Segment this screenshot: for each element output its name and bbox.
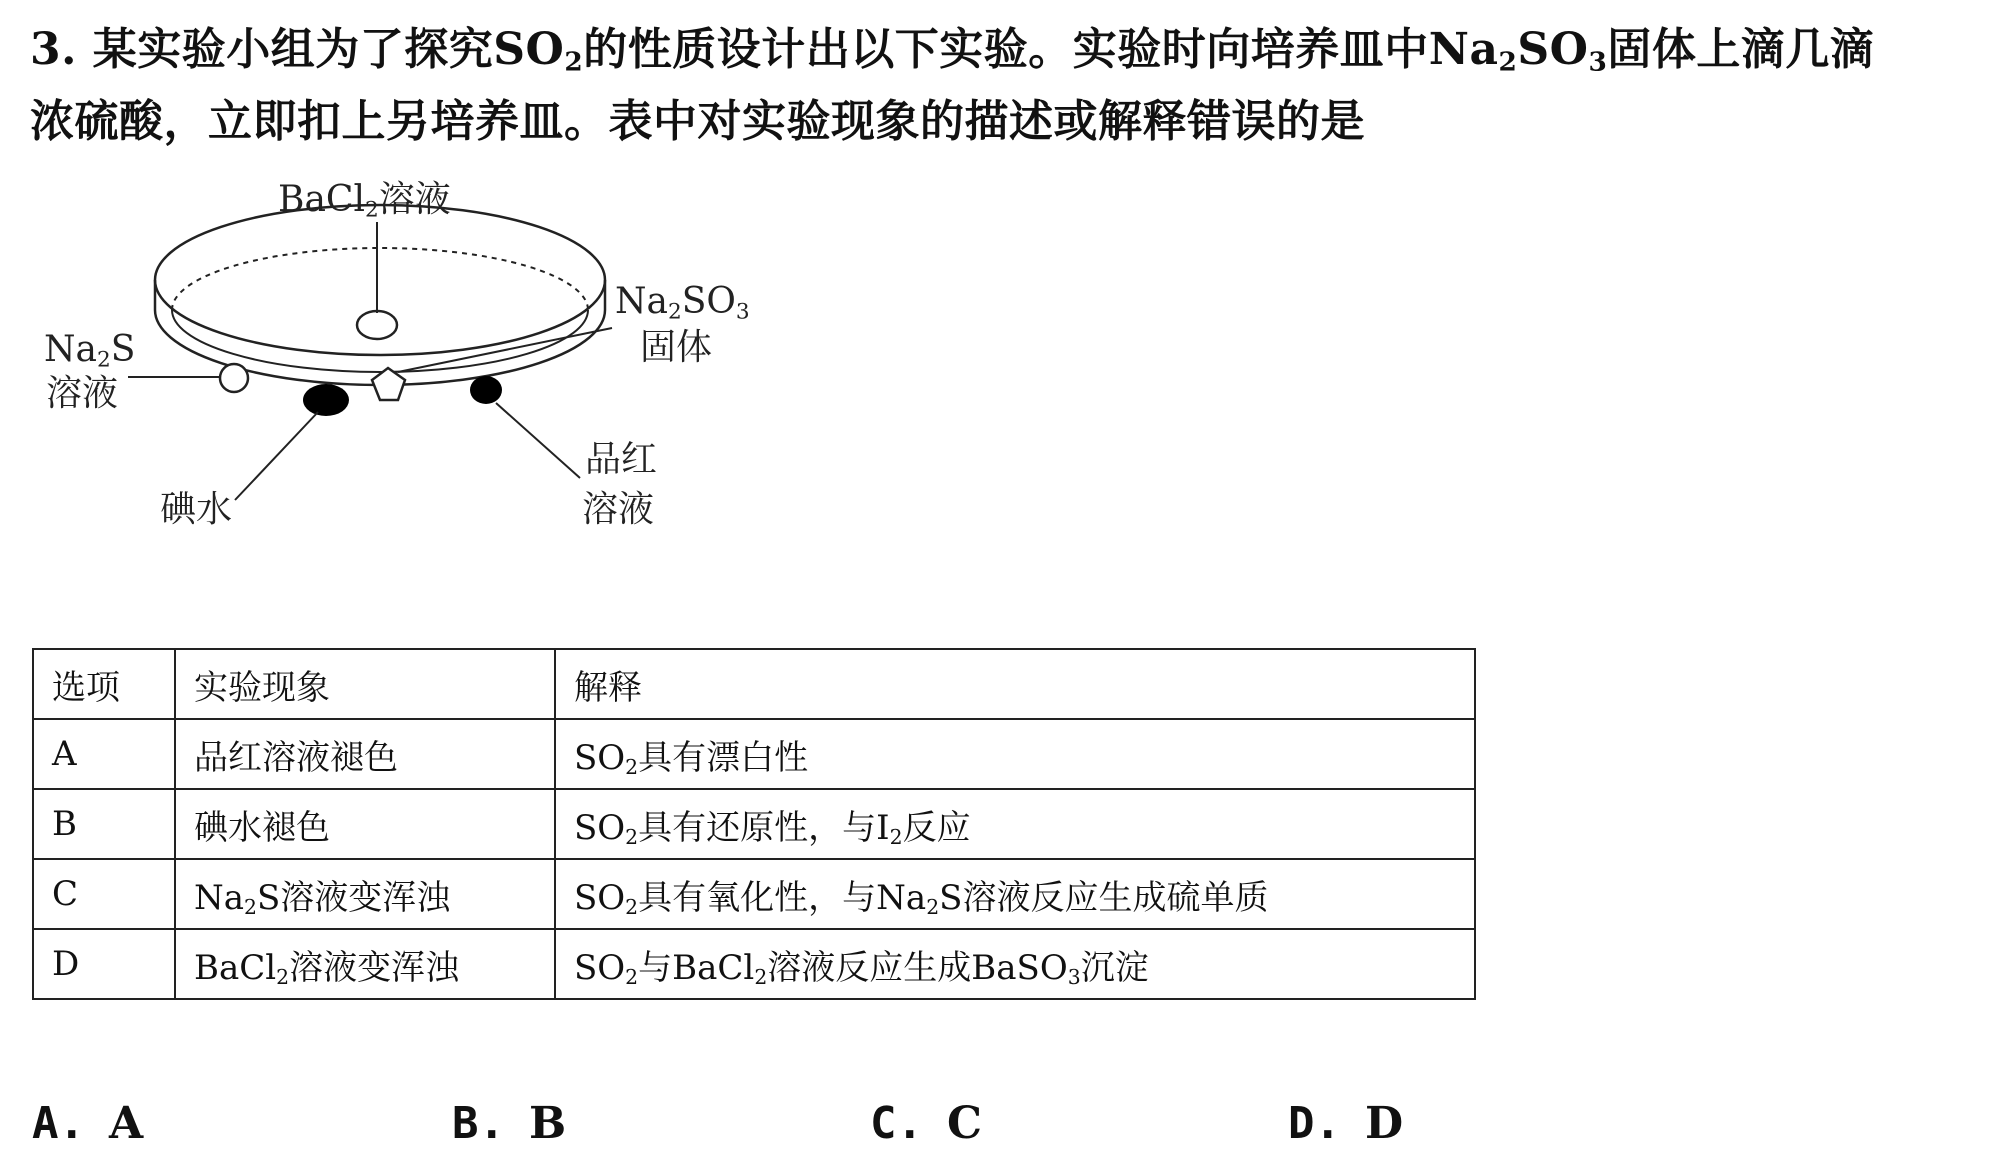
table-header-row	[33, 649, 1475, 719]
dish-inner-rim	[172, 248, 588, 310]
row-explanation: $SO_2$具有氧化性，与$Na_2S$溶液反应生成硫单质	[555, 859, 1475, 929]
magenta-drop	[470, 376, 502, 404]
iodine-leader	[235, 412, 318, 500]
table-row	[33, 859, 1475, 929]
na2s-drop	[220, 364, 248, 392]
choice-letter: B.	[452, 1098, 505, 1149]
row-phenomenon: 碘水褪色	[175, 789, 555, 859]
row-explanation: $SO_2$具有漂白性	[555, 719, 1475, 789]
row-option: C	[33, 859, 175, 929]
label-na2so3-formula: $Na_2SO_3$	[615, 281, 750, 325]
choice-text: C	[946, 1098, 983, 1149]
magenta-leader	[496, 403, 580, 478]
choice-text: D	[1364, 1098, 1404, 1149]
choice-text: B	[528, 1098, 567, 1149]
table-row	[33, 719, 1475, 789]
question-number: 3.	[30, 24, 77, 75]
choice-c[interactable]	[870, 1098, 982, 1149]
choice-letter: A.	[32, 1098, 85, 1149]
options-table	[32, 648, 1476, 1000]
row-option: B	[33, 789, 175, 859]
table-row	[33, 929, 1475, 999]
row-option: D	[33, 929, 175, 999]
label-na2s-solution: 溶液	[46, 373, 119, 414]
row-phenomenon: 品红溶液褪色	[175, 719, 555, 789]
table-row	[33, 789, 1475, 859]
header-phenomenon: 实验现象	[175, 649, 555, 719]
row-option: A	[33, 719, 175, 789]
header-explanation: 解释	[555, 649, 1475, 719]
question-line-1-text: 某实验小组为了探究$SO_2$的性质设计出以下实验。实验时向培养皿中$Na_2SO_3$固体上滴几滴	[92, 24, 1875, 78]
choice-letter: C.	[870, 1098, 923, 1149]
label-na2so3-solid: 固体	[640, 327, 713, 368]
label-magenta-1: 品红	[585, 439, 658, 480]
label-na2s-formula: $Na_2S$	[44, 329, 136, 373]
row-explanation: $SO_2$与BaCl$_2$溶液反应生成BaSO$_3$沉淀	[555, 929, 1475, 999]
answer-choices	[32, 1098, 1532, 1158]
label-iodine-water: 碘水	[160, 489, 233, 530]
choice-a[interactable]	[32, 1098, 143, 1149]
question-line-2: 浓硫酸，立即扣上另培养皿。表中对实验现象的描述或解释错误的是	[30, 96, 1365, 147]
header-option: 选项	[33, 649, 175, 719]
choice-b[interactable]	[452, 1098, 566, 1149]
row-explanation: $SO_2$具有还原性，与$I_2$反应	[555, 789, 1475, 859]
bacl2-drop	[357, 311, 397, 339]
label-magenta-2: 溶液	[582, 489, 655, 530]
choice-text: A	[108, 1098, 144, 1149]
label-bacl2-solution: BaCl$_2$溶液	[278, 179, 451, 223]
na2so3-leader	[398, 328, 612, 372]
row-phenomenon: $Na_2S$溶液变浑浊	[175, 859, 555, 929]
question-line-1	[30, 14, 1980, 86]
choice-letter: D.	[1288, 1098, 1341, 1149]
iodine-drop	[303, 384, 349, 416]
row-phenomenon: BaCl$_2$溶液变浑浊	[175, 929, 555, 999]
choice-d[interactable]	[1288, 1098, 1403, 1149]
petri-dish-figure	[0, 160, 780, 560]
question-stem	[30, 14, 1980, 158]
